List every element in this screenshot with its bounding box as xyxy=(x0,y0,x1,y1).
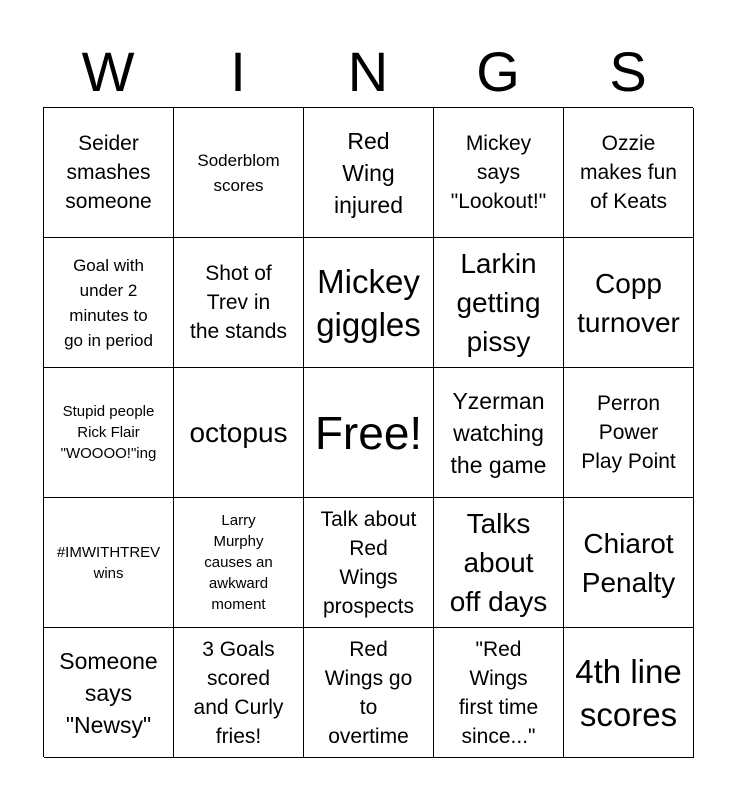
free-cell[interactable] xyxy=(304,368,434,498)
bingo-cell[interactable] xyxy=(434,498,564,628)
bingo-cell[interactable] xyxy=(564,108,694,238)
cell-text: Mickey says "Lookout!" xyxy=(450,132,547,213)
bingo-cell[interactable] xyxy=(434,368,564,498)
cell-text: Perron Power Play Point xyxy=(581,392,676,473)
cell-text: "Red Wings first time since..." xyxy=(458,637,539,748)
bingo-cell[interactable] xyxy=(174,238,304,368)
bingo-cell[interactable] xyxy=(44,368,174,498)
bingo-cell[interactable] xyxy=(304,238,434,368)
bingo-cell[interactable] xyxy=(434,628,564,758)
bingo-cell[interactable] xyxy=(304,628,434,758)
cell-text: Soderblom scores xyxy=(197,150,280,195)
cell-text: Copp turnover xyxy=(577,267,680,338)
cell-text: octopus xyxy=(189,417,288,448)
header-letter-n: N xyxy=(347,40,389,103)
cell-text: Mickey giggles xyxy=(316,262,421,343)
cell-text: Stupid people Rick Flair "WOOOO!"ing xyxy=(60,403,157,462)
header-letter-w: W xyxy=(81,40,135,103)
bingo-cell[interactable] xyxy=(434,238,564,368)
cell-text: Someone says "Newsy" xyxy=(59,647,158,738)
bingo-cell[interactable] xyxy=(44,628,174,758)
bingo-cell[interactable] xyxy=(434,108,564,238)
cell-text: Red Wing injured xyxy=(333,127,404,218)
cell-text: Seider smashes someone xyxy=(65,132,152,213)
cell-text: Talks about off days xyxy=(449,508,548,617)
cell-text: Shot of Trev in the stands xyxy=(190,262,287,343)
bingo-cell[interactable] xyxy=(44,238,174,368)
cell-text: Talk about Red Wings prospects xyxy=(320,507,417,618)
bingo-cell[interactable] xyxy=(564,498,694,628)
header-letter-i: I xyxy=(230,40,246,103)
cell-text: Free! xyxy=(314,406,423,459)
cell-text: Chiarot Penalty xyxy=(581,527,676,598)
cell-text: Ozzie makes fun of Keats xyxy=(580,132,677,213)
bingo-cell[interactable] xyxy=(44,498,174,628)
bingo-cell[interactable] xyxy=(564,628,694,758)
bingo-board xyxy=(43,107,693,757)
cell-text: 4th line scores xyxy=(575,652,682,733)
cell-text: Goal with under 2 minutes to go in period xyxy=(64,255,153,350)
cell-text: 3 Goals scored and Curly fries! xyxy=(193,637,284,748)
bingo-cell[interactable] xyxy=(304,498,434,628)
bingo-cell[interactable] xyxy=(44,108,174,238)
cell-text: Larry Murphy causes an awkward moment xyxy=(204,512,273,613)
bingo-cell[interactable] xyxy=(174,368,304,498)
bingo-cell[interactable] xyxy=(564,238,694,368)
cell-text: Yzerman watching the game xyxy=(450,387,547,478)
bingo-cell[interactable] xyxy=(564,368,694,498)
cell-text: #IMWITHTREV wins xyxy=(56,543,161,582)
bingo-cell[interactable] xyxy=(174,498,304,628)
bingo-cell[interactable] xyxy=(304,108,434,238)
header-letter-s: S xyxy=(609,40,647,103)
cell-text: Red Wings go to overtime xyxy=(324,637,413,748)
bingo-cell[interactable] xyxy=(174,108,304,238)
bingo-header xyxy=(43,38,693,106)
cell-text: Larkin getting pissy xyxy=(456,248,541,357)
header-letter-g: G xyxy=(476,40,520,103)
bingo-cell[interactable] xyxy=(174,628,304,758)
